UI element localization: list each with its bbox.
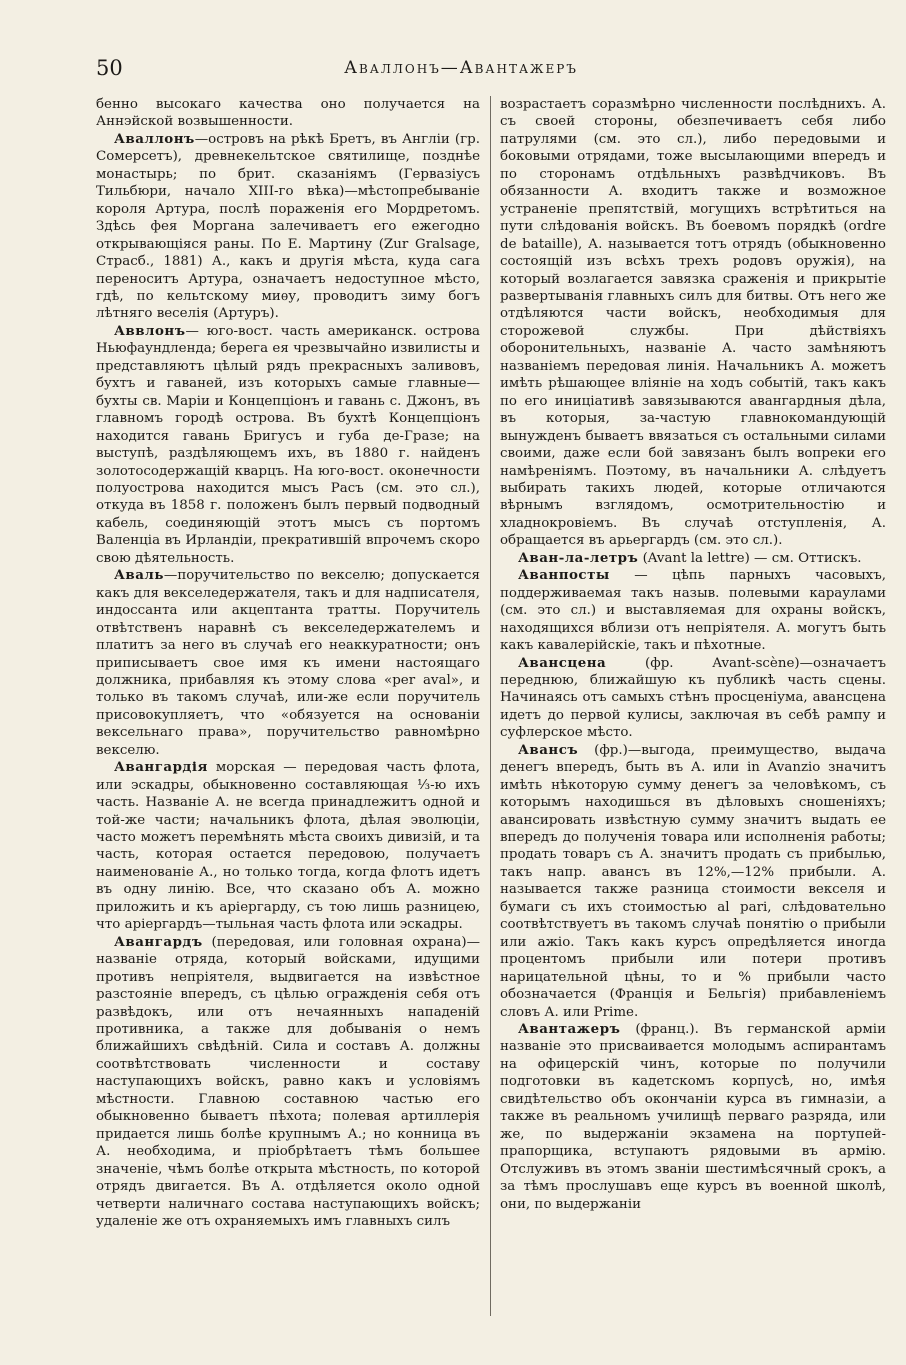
entry-headword: Авансцена (518, 654, 607, 671)
article-entry (96, 759, 480, 934)
entry-text: (фр.)—выгода, преимущество, выдача денегъ впередъ, быть въ А. или in Avanzio значитъ имѣть нѣкоторую сумму денегъ за человѣкомъ, съ которымъ находишься въ дѣловыхъ сношеніяхъ; авансировать извѣстную сумму значитъ выдать ее впередъ до полученія товара или исполненія работы; продать товаръ съ А. значитъ продать съ прибылью, такъ напр. авансъ въ 12%,—12% прибыли. А. называется также разница стоимости векселя и бумаги съ ихъ стоимостью al pari, слѣдовательно соотвѣтствуетъ въ такомъ случаѣ понятію о прибыли или ажіо. Такъ какъ курсъ опредѣляется иногда процентомъ прибыли или потери противъ нарицательной цѣны, то и % прибыли часто обозначается (Франція и Бельгія) прибавленіемъ словъ А. или Prime. (500, 742, 886, 1020)
entry-text: (Avant la lettre) — см. Оттискъ. (638, 550, 862, 566)
article-entry (500, 567, 886, 654)
entry-headword: Аванпосты (518, 567, 610, 584)
right-column (500, 96, 886, 1213)
entry-headword: Авангардъ (114, 933, 203, 950)
article-entry (96, 567, 480, 759)
entry-headword: Аваль (114, 567, 164, 584)
entry-headword: Авантажеръ (518, 1021, 621, 1038)
entry-text: (передовая, или головная охрана)—названіе отряда, который войсками, идущими противъ непріятеля, выдвигается на извѣстное разстояніе впередъ, съ цѣлью огражденія себя отъ развѣдокъ, или отъ нечаянныхъ нападеній противника, а также для добыванія о немъ ближайшихъ свѣдѣній. Сила и составъ А. должны соотвѣтствовать численности и составу наступающихъ войскъ, равно какъ и условіямъ мѣстности. Главною составною частью его обыкновенно бываетъ пѣхота; полевая артиллерія придается лишь болѣе крупнымъ А.; но конница въ А. необходима, и пріобрѣтаетъ тѣмъ большее значеніе, чѣмъ болѣе открыта мѣстность, по которой отрядъ двигается. Въ А. отдѣляется около одной четверти наличнаго состава наступающихъ войскъ; удаленіе же отъ охраняемыхъ имъ главныхъ силъ (96, 934, 480, 1229)
page-header (96, 56, 826, 88)
article-entry (96, 934, 480, 1231)
entry-text: —островъ на рѣкѣ Бретъ, въ Англіи (гр. Сомерсетъ), древнекельтское святилище, позднѣе монастырь; по брит. сказаніямъ (Гервазіусъ Тильбюри, начало XIII-го вѣка)—мѣстопребываніе короля Артура, послѣ пораженія его Мордретомъ. Здѣсь фея Моргана залечиваетъ его ежегодно открывающіяся раны. По Е. Мартину (Zur Gralsage, Страсб., 1881) А., какъ и другія мѣста, куда сага переноситъ Артура, означаетъ недоступное мѣсто, гдѣ, по кельтскому миѳу, проводитъ зиму богъ лѣтняго веселія (Артуръ). (96, 131, 480, 322)
article-entry (500, 1021, 886, 1213)
entry-headword: Авангардія (114, 759, 208, 776)
entry-headword: Авансъ (518, 741, 579, 758)
entry-headword: Аван-ла-летръ (518, 549, 639, 566)
left-column (96, 96, 480, 1230)
entry-headword: Аввлонъ (114, 322, 186, 339)
entry-text: — юго-вост. часть американск. острова Ньюфаундленда; берега ея чрезвычайно извилисты и представляютъ цѣлый рядъ прекрасныхъ заливовъ, бухтъ и гаваней, изъ которыхъ самые главные—бухты св. Маріи и Концепціонъ и гавань с. Джонъ, въ главномъ городѣ острова. Въ бухтѣ Концепціонъ находится гавань Бригусъ и губа де-Грaзе; на выступѣ, раздѣляющемъ ихъ, въ 1880 г. найденъ золотосодержащій кварцъ. На юго-вост. оконечности полуострова находится мысъ Расъ (см. это сл.), откуда въ 1858 г. положенъ былъ первый подводный кабель, соединяющій этотъ мысъ съ портомъ Валенціа въ Ирландіи, прекратившій впрочемъ скоро свою дѣятельность. (96, 323, 480, 566)
entry-text: (фр. Avant-scène)—означаетъ переднюю, ближайшую къ публикѣ часть сцены. Начинаясь отъ самыхъ стѣнъ просценіума, авансцена идетъ до первой кулисы, заключая въ себѣ рампу и суфлерское мѣсто. (500, 655, 886, 741)
entry-text: — цѣпь парныхъ часовыхъ, поддерживаемая такъ назыв. полевыми караулами (см. это сл.) и выставляемая для охраны войскъ, находящихся вблизи отъ непріятеля. А. могутъ быть какъ кавалерійскіе, такъ и пѣхотные. (500, 568, 886, 654)
column-divider (490, 96, 491, 1316)
entry-text: морская — передовая часть флота, или эскадры, обыкновенно составляющая ⅓-ю ихъ часть. Названіе А. не всегда принадлежитъ одной и той-же части; начальникъ флота, дѣлая эволюціи, часто можетъ перемѣнять мѣста своихъ дивизій, и та часть, которая остается передовою, получаетъ наименованіе А., но только тогда, когда флотъ идетъ въ одну линію. Все, что сказано объ А. можно приложить и къ аріергарду, съ тою лишь разницею, что аріергардъ—тыльная часть флота или эскадры. (96, 760, 480, 933)
article-entry (96, 131, 480, 323)
entry-text: бенно высокаго качества оно получается на Аннэйской возвышенности. (96, 97, 480, 130)
article-entry (96, 96, 480, 131)
running-title: Аваллонъ—Авантажеръ (344, 58, 578, 78)
entry-headword: Аваллонъ (114, 130, 195, 147)
article-entry (500, 655, 886, 742)
article-entry (500, 96, 886, 550)
article-entry (96, 323, 480, 567)
entry-text: —поручительство по векселю; допускается какъ для векселедержателя, такъ и для надписателя, индоссанта или акцептанта тратты. Поручитель отвѣтственъ наравнѣ съ векселедержателемъ и платитъ за него въ случаѣ его неаккуратности; онъ приписываетъ свое имя къ имени настоящаго должника, прибавляя къ этому слова «per aval», и только въ такомъ случаѣ, или-же если поручитель присовокупляетъ, что «обязуется на основаніи вексельнаго права», поручительство равномѣрно векселю. (96, 568, 480, 758)
article-entry (500, 550, 886, 567)
entry-text: возрастаетъ соразмѣрно численности послѣднихъ. А. съ своей стороны, обезпечиваетъ себя либо патрулями (см. это сл.), либо передовыми и боковыми отрядами, тоже высылающими впередъ и по сторонамъ отдѣльныхъ развѣдчиковъ. Въ обязанности А. входитъ также и возможное устраненіе препятствій, могущихъ встрѣтиться на пути слѣдованія войскъ. Въ боевомъ порядкѣ (ordre de bataille), А. называется тотъ отрядъ (обыкновенно состоящій изъ всѣхъ трехъ родовъ оружія), на который возлагается завязка сраженія и прикрытіе развертыванія главныхъ силъ для битвы. Отъ него же отдѣляются части войскъ, необходимыя для сторожевой службы. При дѣйствіяхъ оборонительныхъ, названіе А. часто замѣняютъ названіемъ передовая линія. Начальникъ А. можетъ имѣть рѣшающее вліяніе на ходъ событій, такъ какъ по его иниціативѣ завязываются авангардныя дѣла, въ которыя, за-частую главнокомандующій вынужденъ бываетъ ввязаться съ остальными силами своими, даже если бой завязанъ былъ вопреки его намѣреніямъ. Поэтому, въ начальники А. слѣдуетъ выбирать такихъ людей, которые отличаются вѣрнымъ взглядомъ, осмотрительностію и хладнокровіемъ. Въ случаѣ отступленія, А. обращается въ арьергардъ (см. это сл.). (500, 97, 886, 549)
page-number: 50 (96, 56, 123, 80)
article-entry (500, 742, 886, 1021)
entry-text: (франц.). Въ германской арміи названіе это присваивается молодымъ аспирантамъ на офицерскій чинъ, которые по получили подготовки въ кадетскомъ корпусѣ, но, имѣя свидѣтельство объ окончаніи курса въ гимназіи, а также въ реальномъ училищѣ перваго разряда, или же, по выдержаніи экзамена на портупей-прапорщика, вступаютъ рядовыми въ армію. Отслуживъ въ этомъ званіи шестимѣсячный срокъ, а за тѣмъ прослушавъ еще курсъ въ военной школѣ, они, по выдержаніи (500, 1022, 886, 1212)
